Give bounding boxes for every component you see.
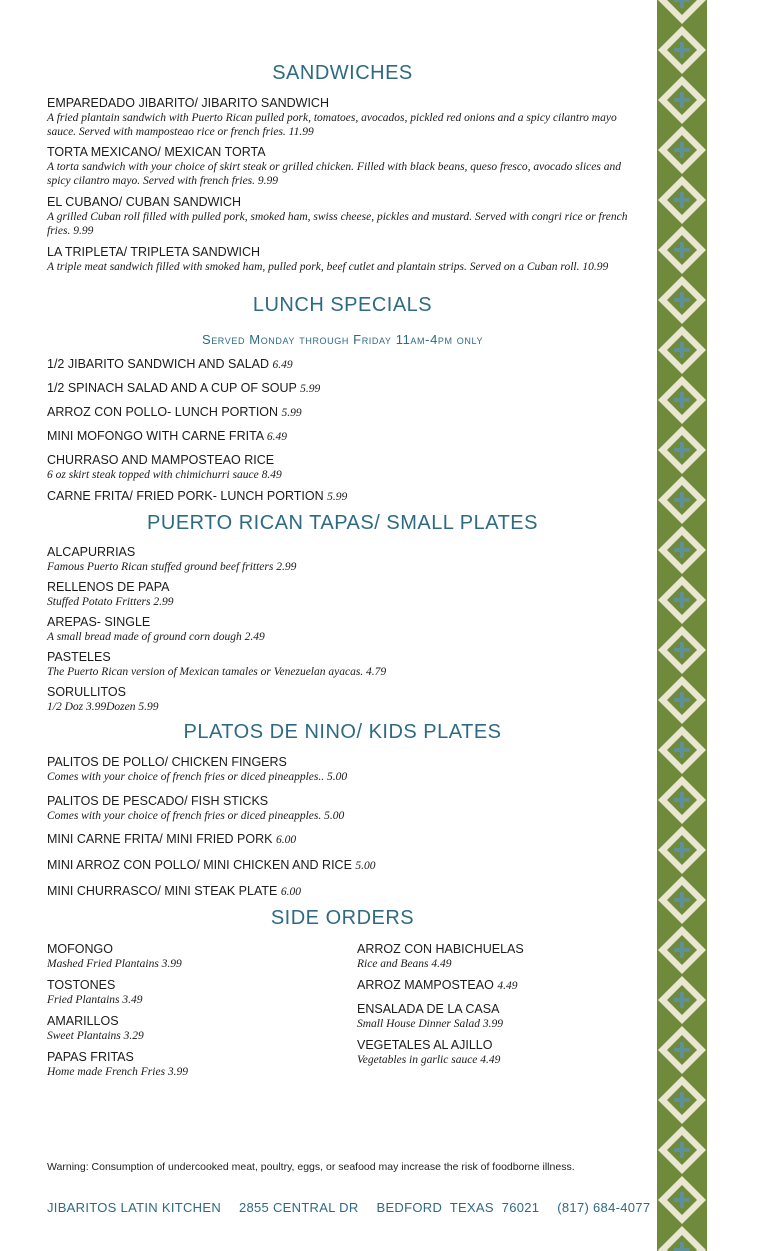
tile-cross-v bbox=[680, 142, 684, 158]
border-tile bbox=[658, 226, 706, 274]
item-desc: A small bread made of ground corn dough 2.49 bbox=[47, 631, 265, 643]
border-tile bbox=[658, 776, 706, 824]
border-tile bbox=[658, 426, 706, 474]
item-name: ALCAPURRIAS bbox=[47, 545, 136, 559]
restaurant-address: 2855 CENTRAL DR bbox=[238, 1200, 359, 1215]
menu-item bbox=[47, 794, 647, 823]
item-name: EL CUBANO/ CUBAN SANDWICH bbox=[47, 195, 242, 209]
border-tile bbox=[658, 1126, 706, 1174]
tile-cross-v bbox=[680, 42, 684, 58]
item-name: PALITOS DE PESCADO/ FISH STICKS bbox=[47, 794, 269, 808]
item-name: 1/2 JIBARITO SANDWICH AND SALAD bbox=[47, 357, 270, 371]
item-price: 4.49 bbox=[497, 980, 518, 992]
item-desc: A grilled Cuban roll filled with pulled pork, smoked ham, swiss cheese, pickles and mustard. Served with congri rice or french fries. 9.99 bbox=[47, 211, 628, 237]
tile-cross-v bbox=[680, 442, 684, 458]
menu-item bbox=[47, 381, 647, 397]
menu-item bbox=[47, 195, 647, 238]
menu-item bbox=[47, 580, 647, 609]
menu-item bbox=[357, 1038, 647, 1067]
menu-item bbox=[357, 942, 647, 971]
border-tile bbox=[658, 176, 706, 224]
tile-cross-v bbox=[680, 542, 684, 558]
menu-item bbox=[47, 685, 647, 714]
item-desc: 1/2 Doz 3.99Dozen 5.99 bbox=[47, 701, 159, 713]
tile-cross-v bbox=[680, 592, 684, 608]
border-tile bbox=[658, 926, 706, 974]
border-tile bbox=[658, 376, 706, 424]
border-tile bbox=[658, 626, 706, 674]
item-name: PASTELES bbox=[47, 650, 111, 664]
tile-cross-v bbox=[680, 1192, 684, 1208]
menu-item bbox=[47, 405, 647, 421]
item-desc: Rice and Beans 4.49 bbox=[357, 958, 452, 970]
menu-item bbox=[47, 1050, 337, 1079]
border-tile bbox=[658, 1176, 706, 1224]
menu-item bbox=[47, 429, 647, 445]
item-name: VEGETALES AL AJILLO bbox=[357, 1038, 493, 1052]
kids-heading: PLATOS DE NINO/ KIDS PLATES bbox=[183, 721, 502, 743]
item-name: ARROZ CON POLLO- LUNCH PORTION bbox=[47, 405, 279, 419]
menu-item bbox=[47, 357, 647, 373]
tile-cross-v bbox=[680, 692, 684, 708]
tile-cross-v bbox=[680, 1142, 684, 1158]
tile-cross-v bbox=[680, 242, 684, 258]
item-name: MINI ARROZ CON POLLO/ MINI CHICKEN AND RICE bbox=[47, 858, 352, 872]
item-name: PALITOS DE POLLO/ CHICKEN FINGERS bbox=[47, 755, 287, 769]
tile-cross-v bbox=[680, 0, 684, 8]
menu-item bbox=[47, 942, 337, 971]
menu-item bbox=[47, 245, 647, 274]
item-name: SORULLITOS bbox=[47, 685, 126, 699]
menu-item bbox=[47, 145, 647, 188]
item-price: 6.49 bbox=[272, 359, 293, 371]
item-desc: Comes with your choice of french fries or diced pineapples. 5.00 bbox=[47, 810, 345, 822]
tile-cross-v bbox=[680, 1242, 684, 1251]
item-name: EMPAREDADO JIBARITO/ JIBARITO SANDWICH bbox=[47, 96, 329, 110]
menu-item bbox=[47, 1014, 337, 1043]
menu-item bbox=[47, 545, 647, 574]
item-desc: 6 oz skirt steak topped with chimichurri sauce 8.49 bbox=[47, 469, 282, 481]
menu-item bbox=[357, 1002, 647, 1031]
item-desc: Mashed Fried Plantains 3.99 bbox=[47, 958, 182, 970]
item-price: 5.99 bbox=[327, 491, 348, 503]
menu-item bbox=[47, 755, 647, 784]
item-desc: A fried plantain sandwich with Puerto Rican pulled pork, tomatoes, avocados, pickled red onions and a spicy cilantro mayo sauce. Served with mamposteao rice or french fries. 11.99 bbox=[47, 112, 617, 138]
tile-cross-v bbox=[680, 1092, 684, 1108]
border-tile bbox=[658, 576, 706, 624]
item-name: AREPAS- SINGLE bbox=[47, 615, 151, 629]
item-name: RELLENOS DE PAPA bbox=[47, 580, 170, 594]
item-name: LA TRIPLETA/ TRIPLETA SANDWICH bbox=[47, 245, 261, 259]
lunch-specials-subtitle: Served Monday through Friday 11am-4pm only bbox=[201, 332, 484, 347]
item-desc: A torta sandwich with your choice of skirt steak or grilled chicken. Filled with black beans, queso fresco, avocado slices and spicy cilantro mayo. Served with french fries. 9.99 bbox=[47, 161, 621, 187]
menu-item bbox=[47, 884, 647, 900]
tile-cross-v bbox=[680, 742, 684, 758]
item-name: MOFONGO bbox=[47, 942, 113, 956]
item-price: 6.00 bbox=[280, 886, 301, 898]
item-price: 5.00 bbox=[355, 860, 376, 872]
item-price: 6.49 bbox=[266, 431, 288, 443]
border-tile bbox=[658, 126, 706, 174]
restaurant-phone: (817) 684-4077 bbox=[557, 1200, 651, 1215]
item-name: MINI CARNE FRITA/ MINI FRIED PORK bbox=[47, 832, 273, 846]
menu-item bbox=[47, 489, 647, 505]
menu-item bbox=[47, 96, 647, 139]
lunch-specials-heading: LUNCH SPECIALS bbox=[252, 294, 433, 316]
restaurant-name: JIBARITOS LATIN KITCHEN bbox=[47, 1200, 222, 1215]
item-desc: Stuffed Potato Fritters 2.99 bbox=[47, 596, 174, 608]
item-name: ARROZ MAMPOSTEAO bbox=[357, 978, 494, 992]
tile-cross-v bbox=[680, 192, 684, 208]
item-price: 5.99 bbox=[281, 407, 302, 419]
tapas-heading: PUERTO RICAN TAPAS/ SMALL PLATES bbox=[147, 512, 538, 534]
restaurant-city: BEDFORD TEXAS 76021 bbox=[376, 1200, 540, 1215]
tile-cross-v bbox=[680, 942, 684, 958]
tile-cross-v bbox=[680, 642, 684, 658]
item-desc: A triple meat sandwich filled with smoked ham, pulled pork, beef cutlet and plantain strips. Served on a Cuban roll. 10.99 bbox=[47, 261, 609, 273]
foodborne-warning: Warning: Consumption of undercooked meat, poultry, eggs, or seafood may increase the risk of foodborne illness. bbox=[47, 1161, 575, 1173]
item-name: PAPAS FRITAS bbox=[47, 1050, 134, 1064]
item-name: MINI CHURRASCO/ MINI STEAK PLATE bbox=[47, 884, 278, 898]
item-name: ARROZ CON HABICHUELAS bbox=[357, 942, 524, 956]
tile-cross-v bbox=[680, 992, 684, 1008]
border-tile bbox=[658, 976, 706, 1024]
menu-item bbox=[47, 978, 337, 1007]
tile-cross-v bbox=[680, 92, 684, 108]
decorative-border bbox=[657, 0, 707, 1251]
menu-item bbox=[357, 978, 647, 994]
tile-cross-v bbox=[680, 392, 684, 408]
tile-cross-v bbox=[680, 842, 684, 858]
menu-item bbox=[47, 650, 647, 679]
item-desc: Small House Dinner Salad 3.99 bbox=[357, 1018, 503, 1030]
tile-cross-v bbox=[680, 492, 684, 508]
border-tile bbox=[658, 1076, 706, 1124]
item-name: TOSTONES bbox=[47, 978, 116, 992]
item-desc: The Puerto Rican version of Mexican tamales or Venezuelan ayacas. 4.79 bbox=[47, 666, 387, 678]
border-tile bbox=[658, 1226, 706, 1251]
item-name: AMARILLOS bbox=[47, 1014, 119, 1028]
item-desc: Famous Puerto Rican stuffed ground beef fritters 2.99 bbox=[47, 561, 297, 573]
item-desc: Home made French Fries 3.99 bbox=[47, 1066, 189, 1078]
tile-cross-v bbox=[680, 792, 684, 808]
item-desc: Vegetables in garlic sauce 4.49 bbox=[357, 1054, 501, 1066]
side-orders-heading: SIDE ORDERS bbox=[270, 907, 415, 929]
menu-item bbox=[47, 453, 647, 482]
item-name: MINI MOFONGO WITH CARNE FRITA bbox=[47, 429, 264, 443]
border-tile bbox=[658, 826, 706, 874]
item-name: CARNE FRITA/ FRIED PORK- LUNCH PORTION bbox=[47, 489, 324, 503]
item-name: CHURRASO AND MAMPOSTEAO RICE bbox=[47, 453, 275, 467]
item-name: TORTA MEXICANO/ MEXICAN TORTA bbox=[47, 145, 266, 159]
item-name: ENSALADA DE LA CASA bbox=[357, 1002, 500, 1016]
tile-cross-v bbox=[680, 1042, 684, 1058]
border-tile bbox=[658, 676, 706, 724]
item-name: 1/2 SPINACH SALAD AND A CUP OF SOUP bbox=[47, 381, 297, 395]
border-tile bbox=[658, 0, 706, 24]
sandwiches-heading: SANDWICHES bbox=[272, 62, 413, 84]
menu-item bbox=[47, 832, 647, 848]
border-tile bbox=[658, 1026, 706, 1074]
item-price: 6.00 bbox=[275, 834, 297, 846]
item-desc: Fried Plantains 3.49 bbox=[47, 994, 143, 1006]
menu-item bbox=[47, 615, 647, 644]
tile-cross-v bbox=[680, 892, 684, 908]
item-price: 5.99 bbox=[300, 383, 321, 395]
item-desc: Sweet Plantains 3.29 bbox=[47, 1030, 144, 1042]
tile-pattern bbox=[657, 0, 707, 1251]
item-desc: Comes with your choice of french fries or diced pineapples.. 5.00 bbox=[47, 771, 348, 783]
menu-item bbox=[47, 858, 647, 874]
footer-contact bbox=[47, 1200, 664, 1215]
